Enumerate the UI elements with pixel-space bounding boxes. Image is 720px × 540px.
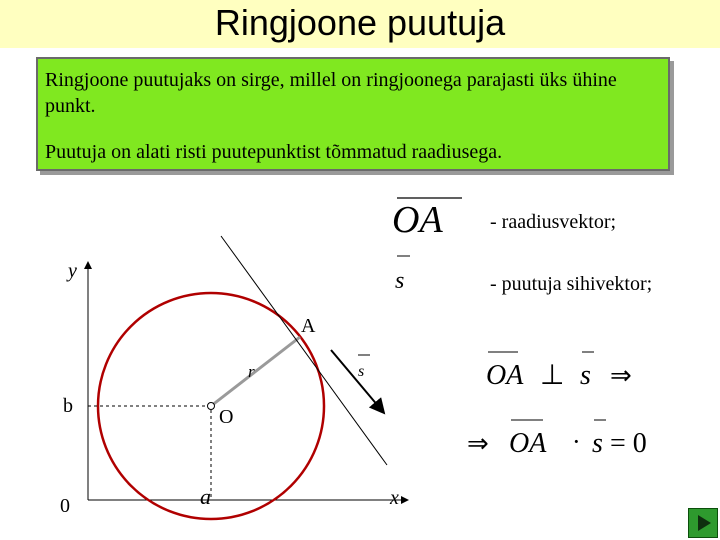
x-axis-label: x xyxy=(390,487,399,509)
f2-dot: · xyxy=(572,427,581,456)
legend-vector1: OA xyxy=(392,199,443,241)
radius-line xyxy=(211,337,300,406)
legend-vector2-desc: - puutuja sihivektor; xyxy=(490,273,653,295)
f2-oa: OA xyxy=(509,428,547,459)
f1-s: s xyxy=(580,360,591,391)
direction-vector-label: s xyxy=(358,363,365,380)
tick-b-label: b xyxy=(63,395,73,417)
f1-oa: OA xyxy=(486,360,524,391)
next-slide-button[interactable] xyxy=(688,508,718,538)
f2-s: s xyxy=(592,428,603,459)
legend-vector2: s xyxy=(395,268,405,294)
f1-implies: ⇒ xyxy=(610,361,632,390)
center-point xyxy=(208,403,215,410)
f2-equals-zero: = 0 xyxy=(610,428,647,459)
radius-label: r xyxy=(248,362,255,381)
f1-perp: ⊥ xyxy=(540,360,565,391)
tick-a-label: a xyxy=(200,484,211,509)
tangent-point-label: A xyxy=(301,315,316,337)
legend-vector1-desc: - raadiusvektor; xyxy=(490,211,617,233)
origin-label: 0 xyxy=(60,495,70,517)
direction-vector-arrow xyxy=(331,350,384,413)
y-axis-label: y xyxy=(68,260,77,282)
slide-title: Ringjoone puutuja xyxy=(214,2,506,43)
perpendicular-property-text: Puutuja on alati risti puutepunktist tõmmatud raadiusega. xyxy=(45,141,503,163)
definition-text: Ringjoone puutujaks on sirge, millel on ringjoonega parajasti üks ühine punkt. xyxy=(45,69,617,117)
center-label: O xyxy=(219,406,234,428)
tangent-line xyxy=(221,236,387,465)
f2-implies: ⇒ xyxy=(467,429,489,458)
